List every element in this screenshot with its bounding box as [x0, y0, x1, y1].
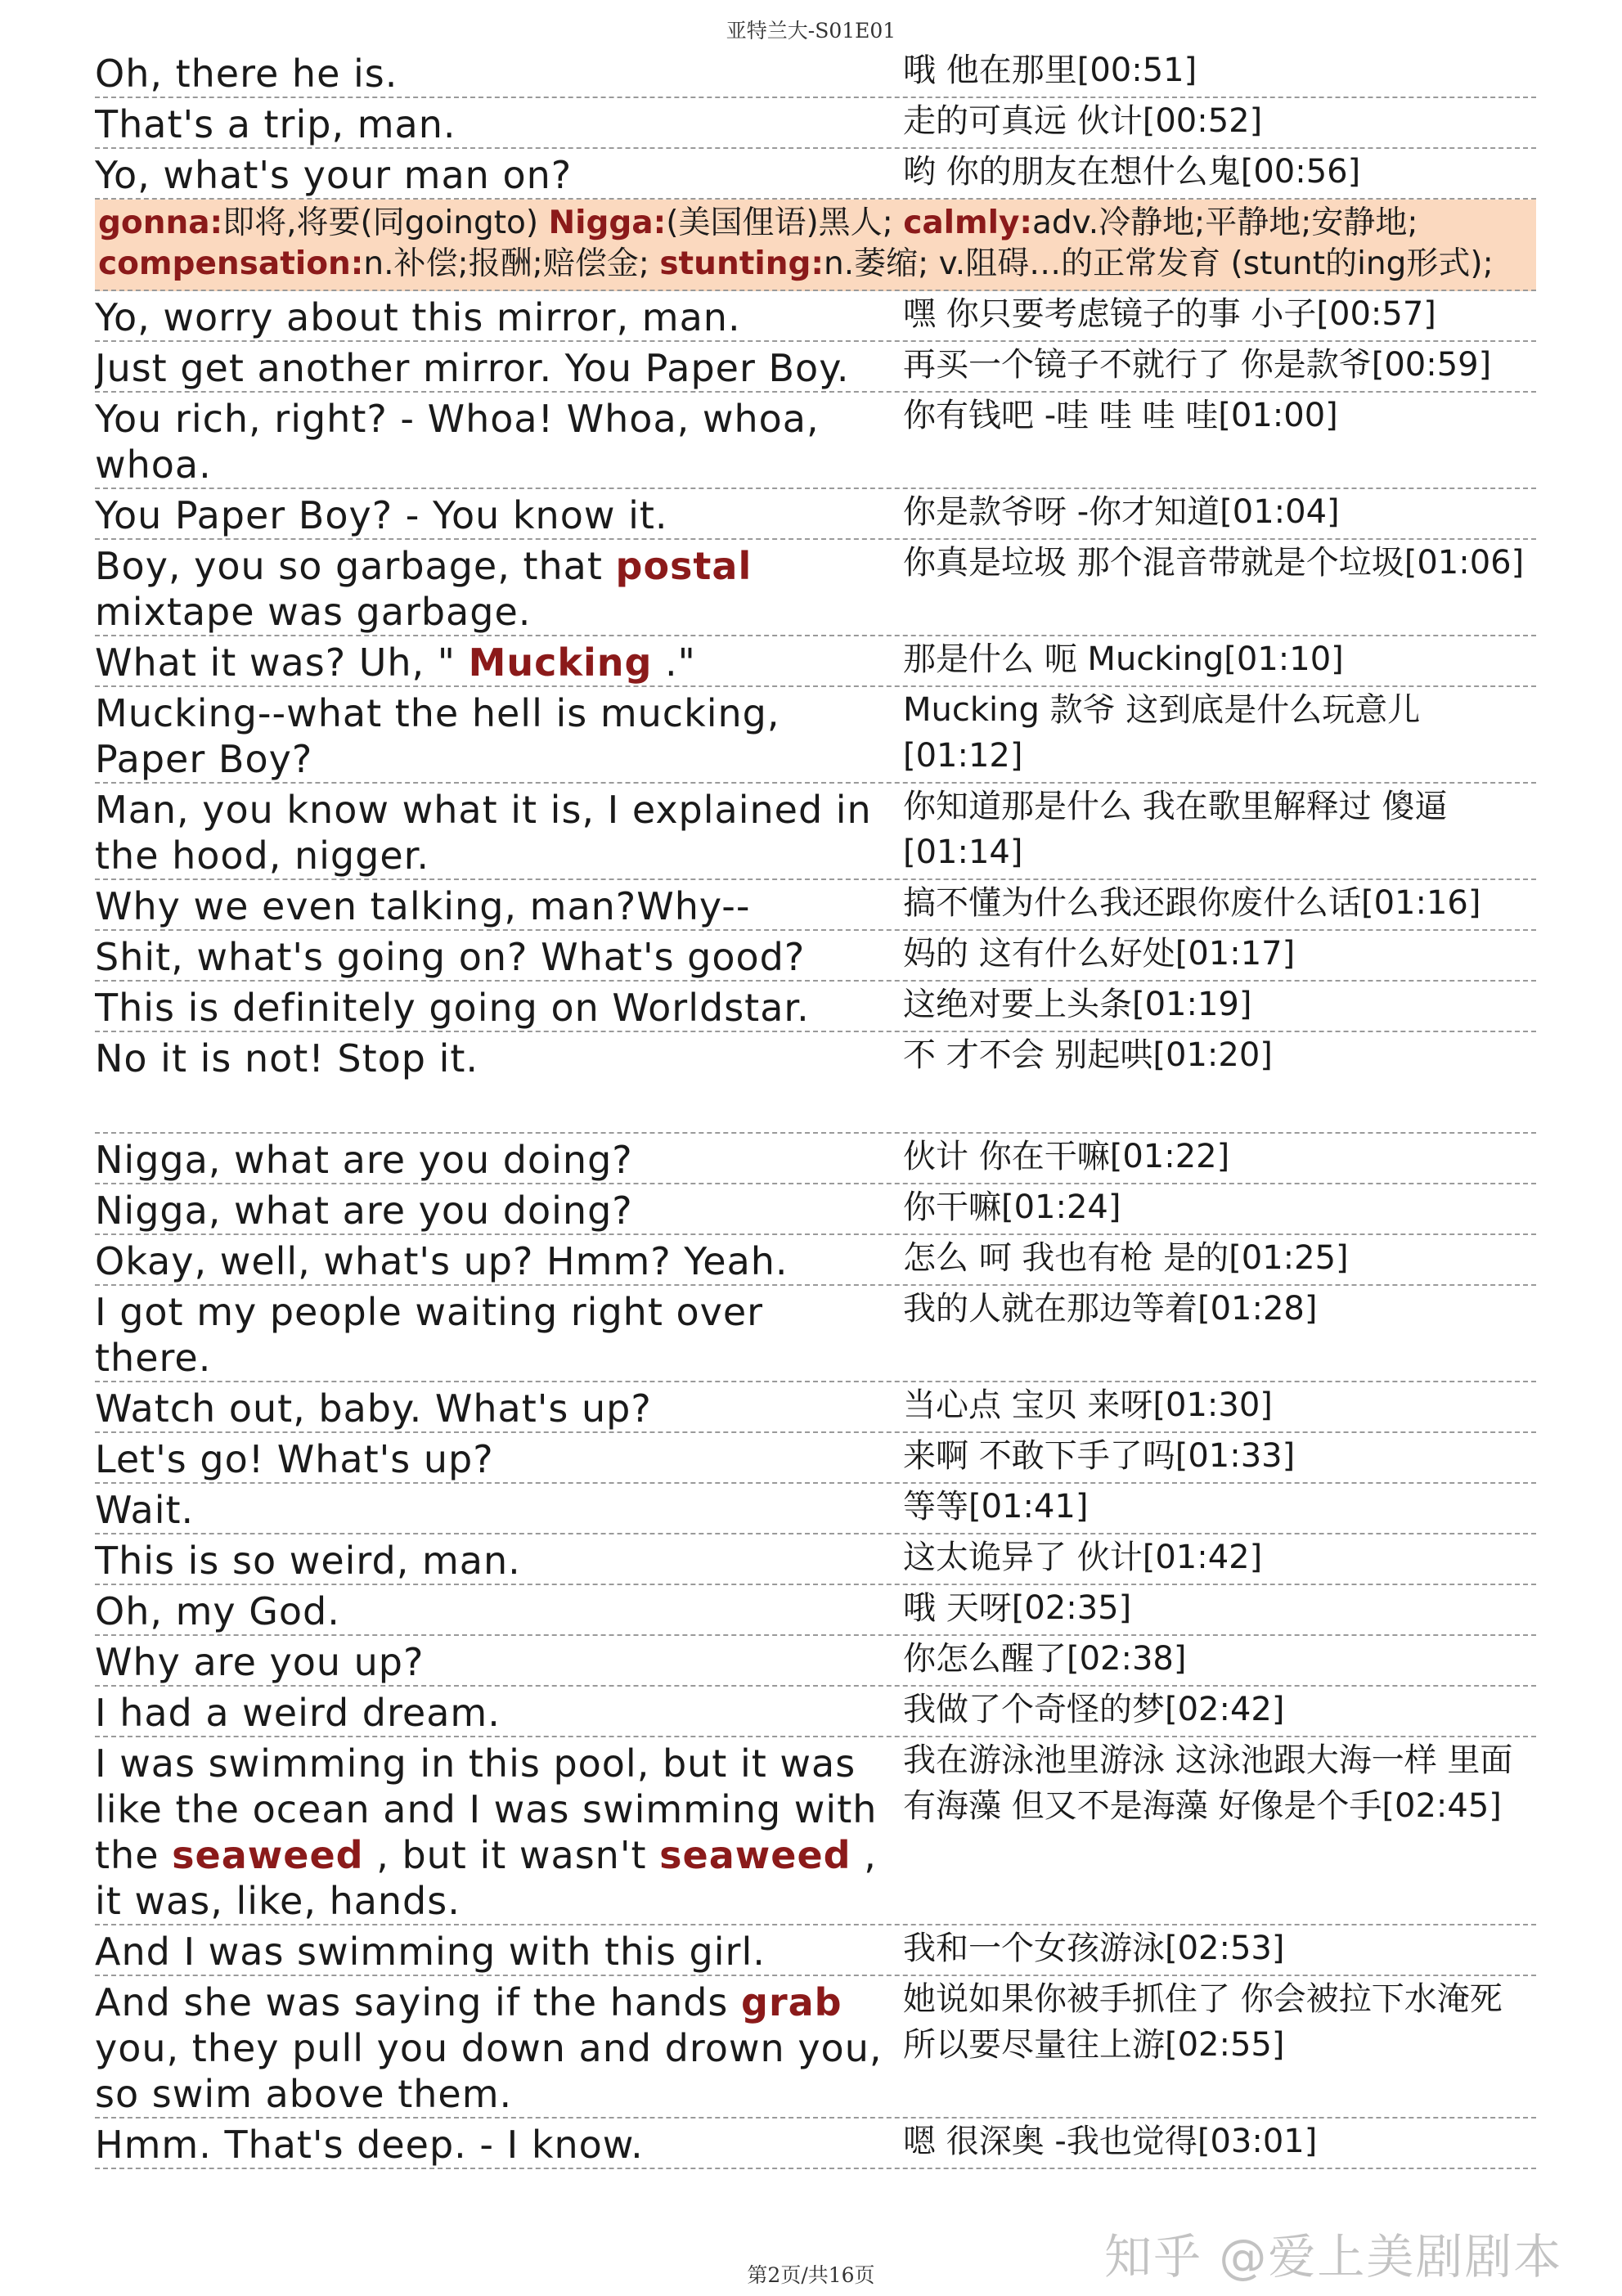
english-text: I got my people waiting right over there.: [95, 1290, 764, 1380]
subtitle-row: [95, 540, 1536, 636]
chinese-line: 妈的 这有什么好处[01:17]: [903, 935, 1296, 973]
subtitle-row: [95, 982, 1536, 1032]
subtitle-row: [95, 393, 1536, 489]
english-text: Hmm. That's deep. - I know.: [95, 2123, 644, 2167]
english-line: [95, 2119, 887, 2168]
subtitle-row: [95, 687, 1536, 784]
english-text: Just get another mirror. You Paper Boy.: [95, 346, 850, 390]
subtitle-row: [95, 880, 1536, 931]
subtitle-row: [95, 1585, 1536, 1636]
subtitle-row: [95, 2119, 1536, 2169]
subtitle-row: [95, 342, 1536, 393]
english-text: I was swimming in this pool, but it was like the ocean and I was swimming with the: [95, 1741, 878, 1877]
english-text: , it was, like, hands.: [95, 1833, 877, 1923]
subtitle-row: [95, 1184, 1536, 1235]
english-text: And she was saying if the hands: [95, 1980, 742, 2024]
english-text: you, they pull you down and drown you, so swim above them.: [95, 2026, 883, 2116]
subtitle-row: [95, 47, 1536, 98]
english-text: Nigga, what are you doing?: [95, 1188, 633, 1233]
english-line: [95, 291, 887, 340]
subtitle-row: [95, 1134, 1536, 1184]
chinese-line: Mucking 款爷 这到底是什么玩意儿[01:12]: [903, 691, 1421, 775]
highlighted-word: grab: [741, 1980, 842, 2024]
english-text: And I was swimming with this girl.: [95, 1930, 766, 1974]
english-text: This is so weird, man.: [95, 1539, 521, 1583]
subtitle-group-b: [95, 291, 1536, 2169]
english-text: Okay, well, what's up? Hmm? Yeah.: [95, 1239, 789, 1283]
english-line: [95, 1433, 887, 1482]
english-text: I had a weird dream.: [95, 1691, 501, 1735]
english-line: [95, 1976, 887, 2117]
english-line: [95, 1534, 887, 1584]
chinese-line: 你干嘛[01:24]: [903, 1188, 1121, 1226]
english-text: Watch out, baby. What's up?: [95, 1386, 652, 1431]
gloss-term: calmly:: [903, 204, 1033, 241]
english-line: [95, 931, 887, 980]
english-line: [95, 1737, 887, 1924]
english-text: mixtape was garbage.: [95, 590, 532, 634]
chinese-line: 搞不懂为什么我还跟你废什么话[01:16]: [903, 884, 1481, 922]
english-text: Oh, there he is.: [95, 52, 398, 96]
gloss-term: compensation:: [98, 245, 364, 282]
english-text: Man, you know what it is, I explained in the hood, nigger.: [95, 788, 872, 878]
subtitle-row: [95, 636, 1536, 687]
gloss-term: gonna:: [98, 204, 223, 241]
subtitle-row: [95, 1636, 1536, 1687]
english-text: Shit, what's going on? What's good?: [95, 935, 806, 979]
chinese-line: 我做了个奇怪的梦[02:42]: [903, 1691, 1285, 1728]
subtitle-row: [95, 1925, 1536, 1976]
page-header: 亚特兰大-S01E01: [726, 19, 896, 43]
english-text: , but it wasn't: [363, 1833, 660, 1877]
english-line: [95, 489, 887, 538]
chinese-line: 哦 天呀[02:35]: [903, 1589, 1132, 1627]
english-text: .": [652, 640, 696, 685]
english-text: Why are you up?: [95, 1640, 425, 1684]
subtitle-row: [95, 1534, 1536, 1585]
chinese-line: 伙计 你在干嘛[01:22]: [903, 1138, 1230, 1175]
english-text: Nigga, what are you doing?: [95, 1138, 633, 1182]
english-line: [95, 1235, 887, 1284]
english-line: [95, 540, 887, 635]
subtitle-row: [95, 931, 1536, 982]
english-line: [95, 1134, 887, 1183]
subtitle-row: [95, 1737, 1536, 1925]
chinese-line: 再买一个镜子不就行了 你是款爷[00:59]: [903, 346, 1492, 384]
chinese-line: 来啊 不敢下手了吗[01:33]: [903, 1437, 1296, 1475]
english-line: [95, 880, 887, 929]
english-line: [95, 1484, 887, 1533]
chinese-line: 我和一个女孩游泳[02:53]: [903, 1930, 1285, 1967]
highlighted-word: seaweed: [659, 1833, 851, 1877]
english-line: [95, 1286, 887, 1381]
chinese-line: 你是款爷呀 -你才知道[01:04]: [903, 493, 1340, 531]
subtitle-row: [95, 1433, 1536, 1484]
english-line: [95, 47, 887, 97]
english-text: Oh, my God.: [95, 1589, 340, 1633]
english-line: [95, 1585, 887, 1634]
vocabulary-gloss: [95, 200, 1536, 291]
chinese-line: 怎么 呵 我也有枪 是的[01:25]: [903, 1239, 1349, 1277]
english-line: [95, 149, 887, 198]
english-text: That's a trip, man.: [95, 102, 456, 146]
english-line: [95, 1687, 887, 1736]
chinese-line: 你有钱吧 -哇 哇 哇 哇[01:00]: [903, 397, 1338, 434]
subtitle-row: [95, 149, 1536, 200]
english-text: You rich, right? - Whoa! Whoa, whoa, whoa.: [95, 397, 820, 487]
subtitle-group-a: [95, 47, 1536, 200]
english-line: [95, 393, 887, 488]
chinese-line: 哟 你的朋友在想什么鬼[00:56]: [903, 153, 1361, 191]
chinese-line: 等等[01:41]: [903, 1488, 1089, 1525]
subtitle-table: [95, 47, 1536, 2169]
english-line: [95, 636, 887, 685]
english-text: Let's go! What's up?: [95, 1437, 494, 1481]
highlighted-word: Mucking: [468, 640, 653, 685]
english-text: This is definitely going on Worldstar.: [95, 986, 810, 1030]
chinese-line: 我在游泳池里游泳 这泳池跟大海一样 里面有海藻 但又不是海藻 好像是个手[02:45]: [903, 1741, 1513, 1825]
english-text: You Paper Boy? - You know it.: [95, 493, 668, 537]
chinese-line: 这绝对要上头条[01:19]: [903, 986, 1252, 1023]
subtitle-row: [95, 1032, 1536, 1134]
highlighted-word: seaweed: [172, 1833, 364, 1877]
chinese-line: 走的可真远 伙计[00:52]: [903, 102, 1263, 140]
chinese-line: 我的人就在那边等着[01:28]: [903, 1290, 1318, 1328]
english-text: Yo, what's your man on?: [95, 153, 573, 197]
highlighted-word: postal: [615, 544, 753, 588]
english-text: What it was? Uh, ": [95, 640, 469, 685]
page-footer: 第2页/共16页: [747, 2263, 875, 2287]
english-line: [95, 98, 887, 147]
english-line: [95, 1382, 887, 1431]
english-text: Wait.: [95, 1488, 195, 1532]
subtitle-row: [95, 1484, 1536, 1534]
subtitle-row: [95, 1382, 1536, 1433]
english-line: [95, 1184, 887, 1233]
subtitle-row: [95, 1687, 1536, 1737]
chinese-line: 这太诡异了 伙计[01:42]: [903, 1539, 1263, 1576]
chinese-line: 你真是垃圾 那个混音带就是个垃圾[01:06]: [903, 544, 1525, 582]
gloss-definition: n.萎缩; v.阻碍…的正常发育 (stunt的ing形式);: [824, 245, 1494, 282]
chinese-line: 你怎么醒了[02:38]: [903, 1640, 1187, 1678]
gloss-definition: n.补偿;报酬;赔偿金;: [363, 245, 660, 282]
gloss-term: Nigga:: [548, 204, 667, 241]
english-text: Why we even talking, man?Why--: [95, 884, 751, 928]
english-text: Mucking--what the hell is mucking, Paper Boy?: [95, 691, 780, 781]
chinese-line: 哦 他在那里[00:51]: [903, 52, 1197, 89]
chinese-line: 她说如果你被手抓住了 你会被拉下水淹死 所以要尽量往上游[02:55]: [903, 1980, 1503, 2064]
chinese-line: 当心点 宝贝 来呀[01:30]: [903, 1386, 1273, 1424]
english-line: [95, 1925, 887, 1975]
gloss-definition: (美国俚语)黑人;: [666, 204, 904, 241]
chinese-line: 你知道那是什么 我在歌里解释过 傻逼[01:14]: [903, 788, 1448, 871]
gloss-term: stunting:: [659, 245, 824, 282]
chinese-line: 嗯 很深奥 -我也觉得[03:01]: [903, 2123, 1318, 2160]
gloss-definition: 即将,将要(同goingto): [222, 204, 549, 241]
english-line: [95, 1032, 887, 1081]
english-line: [95, 982, 887, 1031]
watermark: 知乎 @爱上美剧剧本: [1104, 2229, 1563, 2285]
english-line: [95, 784, 887, 878]
chinese-line: 嘿 你只要考虑镜子的事 小子[00:57]: [903, 295, 1436, 333]
subtitle-row: [95, 784, 1536, 880]
subtitle-row: [95, 1286, 1536, 1382]
subtitle-row: [95, 98, 1536, 149]
english-text: No it is not! Stop it.: [95, 1036, 479, 1081]
subtitle-row: [95, 1235, 1536, 1286]
chinese-line: 那是什么 呃 Mucking[01:10]: [903, 640, 1344, 678]
english-text: Yo, worry about this mirror, man.: [95, 295, 741, 339]
gloss-definition: adv.冷静地;平静地;安静地;: [1032, 204, 1418, 241]
subtitle-row: [95, 291, 1536, 342]
subtitle-row: [95, 1976, 1536, 2119]
english-line: [95, 687, 887, 782]
english-line: [95, 1636, 887, 1685]
english-line: [95, 342, 887, 391]
english-text: Boy, you so garbage, that: [95, 544, 616, 588]
chinese-line: 不 才不会 别起哄[01:20]: [903, 1036, 1273, 1074]
subtitle-row: [95, 489, 1536, 540]
